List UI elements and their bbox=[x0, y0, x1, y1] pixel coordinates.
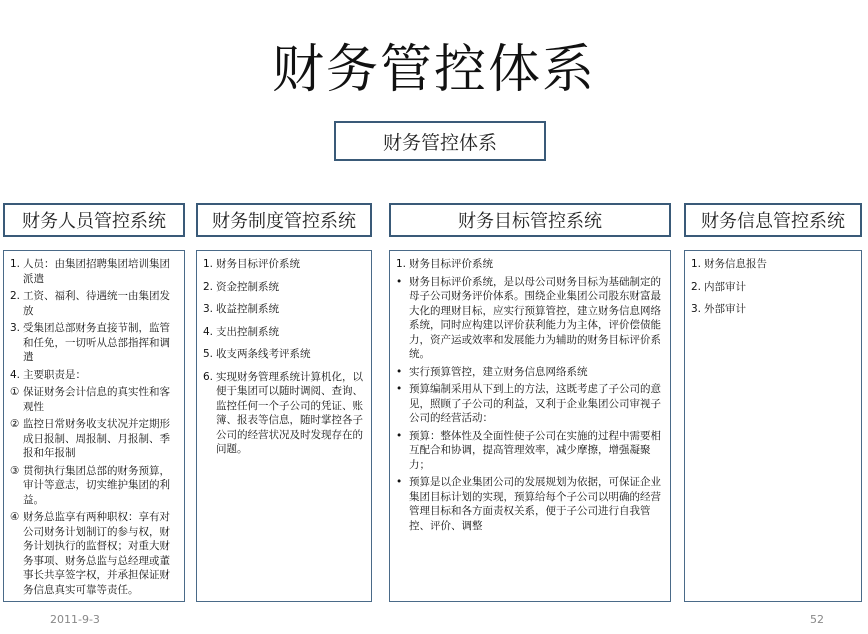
list-item bbox=[396, 429, 664, 473]
list-item bbox=[10, 257, 178, 286]
list-item bbox=[396, 275, 664, 362]
list-item bbox=[396, 257, 664, 272]
column-body-information bbox=[684, 250, 862, 602]
item-marker: 1. bbox=[691, 258, 702, 270]
item-text: 监控日常财务收支状况并定期形成日报制、周报制、月报制、季报和年报制 bbox=[23, 418, 170, 459]
list-item bbox=[203, 347, 365, 362]
list-item bbox=[691, 280, 855, 295]
item-text: 受集团总部财务直接节制，监管和任免，一切听从总部指挥和调遣 bbox=[23, 322, 170, 363]
column-body-system bbox=[196, 250, 372, 602]
item-marker: ① bbox=[10, 386, 20, 398]
list-item bbox=[203, 257, 365, 272]
column-heading-target bbox=[389, 203, 671, 237]
item-text: 工资、福利、待遇统一由集团发放 bbox=[23, 290, 170, 317]
column-heading-label: 财务人员管控系统 bbox=[22, 211, 166, 232]
item-text: 财务信息报告 bbox=[704, 258, 767, 270]
list-item bbox=[10, 321, 178, 365]
item-marker: 6. bbox=[203, 370, 214, 383]
item-marker: ④ bbox=[10, 511, 20, 523]
item-text: 财务总监享有两种职权：享有对公司财务计划制订的参与权，财务计划执行的监督权；对重大财务事项、财务总监与总经理或董事长共享签字权，并承担保证财务信息真实可靠等责任。 bbox=[23, 511, 170, 596]
item-text: 收益控制系统 bbox=[216, 303, 279, 315]
list-item bbox=[10, 385, 178, 414]
item-marker: • bbox=[396, 429, 403, 442]
item-marker: 5. bbox=[203, 348, 214, 360]
item-text: 收支两条线考评系统 bbox=[216, 348, 311, 360]
subtitle-label: 财务管控体系 bbox=[382, 131, 497, 154]
item-marker: 2. bbox=[10, 290, 21, 302]
item-marker: 2. bbox=[203, 280, 214, 293]
list-item bbox=[691, 302, 855, 317]
list-item bbox=[10, 368, 178, 383]
list-item bbox=[203, 325, 365, 340]
list-item bbox=[691, 257, 855, 272]
item-marker: 1. bbox=[10, 258, 21, 270]
column-heading-label: 财务目标管控系统 bbox=[458, 211, 602, 232]
item-text: 财务目标评价系统 bbox=[409, 258, 493, 270]
footer-date: 2011-9-3 bbox=[50, 613, 100, 626]
item-text: 外部审计 bbox=[704, 303, 746, 315]
item-marker: • bbox=[396, 383, 403, 395]
item-marker: ③ bbox=[10, 464, 20, 477]
item-marker: 1. bbox=[396, 258, 407, 270]
item-marker: • bbox=[396, 275, 403, 288]
item-marker: 3. bbox=[691, 303, 702, 315]
list-item bbox=[396, 475, 664, 533]
item-text: 内部审计 bbox=[704, 280, 746, 293]
item-text: 人员：由集团招聘集团培训集团派遣 bbox=[23, 258, 170, 285]
page-title: 财务管控体系 bbox=[271, 40, 596, 100]
item-marker: • bbox=[396, 365, 403, 378]
column-body-personnel bbox=[3, 250, 185, 602]
list-item bbox=[10, 417, 178, 461]
column-heading-label: 财务制度管控系统 bbox=[212, 211, 356, 232]
list-item bbox=[203, 370, 365, 457]
list-item bbox=[203, 280, 365, 295]
list-item bbox=[203, 302, 365, 317]
list-item bbox=[10, 464, 178, 508]
item-marker: 4. bbox=[203, 325, 214, 338]
item-marker: 4. bbox=[10, 368, 21, 381]
item-text: 预算：整体性及全面性使子公司在实施的过程中需要相互配合和协调，提高管理效率，减少摩擦，增强凝聚力； bbox=[409, 429, 661, 471]
list-item bbox=[396, 382, 664, 426]
subtitle-box bbox=[334, 121, 546, 161]
column-heading-label: 财务信息管控系统 bbox=[701, 211, 845, 232]
item-text: 实现财务管理系统计算机化，以便于集团可以随时调阅、查询、监控任何一个子公司的凭证、账簿、报表等信息，随时掌控各子公司的经营状况及时发现存在的问题。 bbox=[216, 370, 363, 455]
item-text: 主要职责是： bbox=[23, 368, 86, 381]
item-text: 实行预算管控，建立财务信息网络系统 bbox=[409, 365, 588, 378]
list-item bbox=[10, 289, 178, 318]
item-text: 保证财务会计信息的真实性和客观性 bbox=[23, 386, 170, 413]
item-marker: 3. bbox=[10, 322, 21, 334]
item-marker: 3. bbox=[203, 303, 214, 315]
page-number: 52 bbox=[810, 613, 824, 626]
item-text: 预算编制采用从下到上的方法，这既考虑了子公司的意见，照顾了子公司的利益，又利于企业集团公司审视子公司的经营活动： bbox=[409, 383, 661, 424]
item-marker: ② bbox=[10, 418, 20, 430]
item-marker: 2. bbox=[691, 280, 702, 293]
column-heading-information bbox=[684, 203, 862, 237]
item-marker: 1. bbox=[203, 258, 214, 270]
item-marker: • bbox=[396, 476, 403, 488]
column-heading-personnel bbox=[3, 203, 185, 237]
list-item bbox=[10, 510, 178, 597]
item-text: 财务目标评价系统 bbox=[216, 258, 300, 270]
item-text: 财务目标评价系统，是以母公司财务目标为基础制定的母子公司财务评价体系。围绕企业集团公司股东财富最大化的理财目标，应实行预算管控，建立财务信息网络系统，同时应构建以评价获利能力为主体，评价偿债能力，资产运或效率和发展能力为辅助的财务目标评价系统。 bbox=[409, 275, 661, 360]
item-text: 支出控制系统 bbox=[216, 325, 279, 338]
item-text: 资金控制系统 bbox=[216, 280, 279, 293]
list-item bbox=[396, 365, 664, 380]
column-body-target bbox=[389, 250, 671, 602]
column-heading-system bbox=[196, 203, 372, 237]
item-text: 贯彻执行集团总部的财务预算，审计等意志，切实维护集团的利益。 bbox=[23, 464, 170, 506]
item-text: 预算是以企业集团公司的发展规划为依据，可保证企业集团目标计划的实现，预算给每个子公司以明确的经营管理目标和各方面责权关系，便于子公司进行自我管控、评价、调整 bbox=[409, 476, 661, 532]
